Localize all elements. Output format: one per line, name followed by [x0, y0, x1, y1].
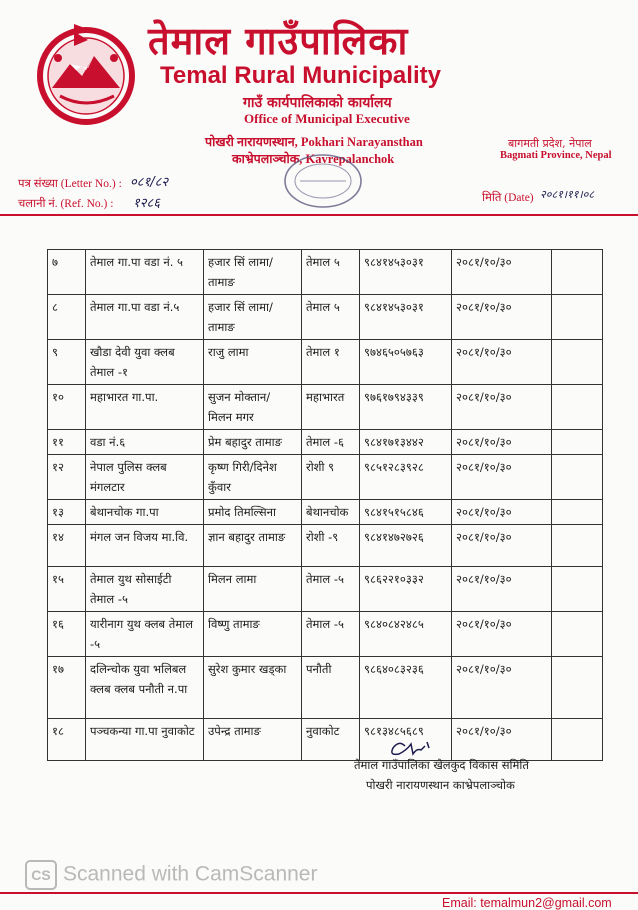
- cell-address: रोशी -९: [302, 525, 360, 567]
- cell-contact-person: सुजन मोक्तान/ मिलन मगर: [204, 385, 302, 430]
- cell-date: २०८१/१०/३०: [452, 430, 552, 455]
- municipality-title-np: तेमाल गाउँपालिका: [148, 18, 409, 63]
- camscanner-logo-icon: CS: [25, 860, 57, 890]
- cell-phone: ९८१३४८५६८९: [360, 719, 452, 761]
- cell-organization: यारीनाग युथ क्लब तेमाल -५: [86, 612, 204, 657]
- table-row: [48, 295, 603, 340]
- cell-address: तेमाल ५: [302, 295, 360, 340]
- cell-sn: ११: [48, 430, 86, 455]
- cell-contact-person: हजार सिं लामा/तामाङ: [204, 250, 302, 295]
- cell-sn: १७: [48, 657, 86, 719]
- province-np: बागमती प्रदेश, नेपाल: [508, 137, 592, 150]
- cell-sn: ७: [48, 250, 86, 295]
- letter-no-label: पत्र संख्या (Letter No.) :: [18, 178, 122, 190]
- municipality-title-en: Temal Rural Municipality: [160, 62, 441, 89]
- cell-contact-person: प्रमोद तिमल्सिना: [204, 500, 302, 525]
- cell-date: २०८१/१०/३०: [452, 385, 552, 430]
- cell-organization: नेपाल पुलिस क्लब मंगलटार: [86, 455, 204, 500]
- cell-phone: ९८४१४५३०३१: [360, 250, 452, 295]
- cell-organization: पञ्चकन्या गा.पा नुवाकोट: [86, 719, 204, 761]
- signatory-committee: तेमाल गाउँपालिका खेलकुद विकास समिति: [354, 758, 529, 772]
- camscanner-watermark: [25, 860, 317, 890]
- cell-sn: १०: [48, 385, 86, 430]
- cell-date: २०८१/१०/३०: [452, 567, 552, 612]
- cell-date: २०८१/१०/३०: [452, 250, 552, 295]
- cell-phone: ९७४६५०५७६३: [360, 340, 452, 385]
- cell-contact-person: ज्ञान बहादुर तामाङ: [204, 525, 302, 567]
- cell-address: महाभारत: [302, 385, 360, 430]
- cell-date: २०८१/१०/३०: [452, 340, 552, 385]
- cell-sn: १५: [48, 567, 86, 612]
- cell-address: तेमाल ५: [302, 250, 360, 295]
- cell-phone: ९८४१७१३४४२: [360, 430, 452, 455]
- cell-remarks: [552, 500, 603, 525]
- cell-phone: ९८५१२८३९२८: [360, 455, 452, 500]
- date-label: मिति (Date): [482, 192, 534, 204]
- ref-no-value: १२८६: [133, 196, 161, 211]
- table-row: [48, 525, 603, 567]
- cell-contact-person: कृष्ण गिरी/दिनेश कुँवार: [204, 455, 302, 500]
- footer-email: Email: temalmun2@gmail.com: [442, 896, 612, 910]
- cell-organization: तेमाल गा.पा वडा नं. ५: [86, 250, 204, 295]
- cell-organization: बेथानचोक गा.पा: [86, 500, 204, 525]
- cell-organization: वडा नं.६: [86, 430, 204, 455]
- cell-contact-person: राजु लामा: [204, 340, 302, 385]
- cell-phone: ९७६१७९४३३९: [360, 385, 452, 430]
- cell-phone: ९८४१४५३०३१: [360, 295, 452, 340]
- camscanner-text: Scanned with CamScanner: [63, 862, 318, 886]
- table-row: [48, 657, 603, 719]
- date-value: २०८१।११।०८: [540, 188, 595, 201]
- cell-date: २०८१/१०/३०: [452, 612, 552, 657]
- cell-organization: मंगल जन विजय मा.वि.: [86, 525, 204, 567]
- cell-address: बेथानचोक: [302, 500, 360, 525]
- cell-sn: १२: [48, 455, 86, 500]
- footer-divider: [0, 892, 638, 894]
- cell-organization: महाभारत गा.पा.: [86, 385, 204, 430]
- table-row: [48, 340, 603, 385]
- cell-organization: दलिन्चोक युवा भलिबल क्लब क्लब पनौती न.पा: [86, 657, 204, 719]
- cell-remarks: [552, 340, 603, 385]
- cell-contact-person: प्रेम बहादुर तामाङ: [204, 430, 302, 455]
- cell-sn: १४: [48, 525, 86, 567]
- cell-remarks: [552, 250, 603, 295]
- signatory-address: पोखरी नारायणस्थान काभ्रेपलाञ्चोक: [366, 778, 515, 792]
- cell-organization: तेमाल गा.पा वडा नं.५: [86, 295, 204, 340]
- cell-phone: ९८४१४७२७२६: [360, 525, 452, 567]
- cell-remarks: [552, 612, 603, 657]
- table-row: [48, 250, 603, 295]
- cell-sn: १८: [48, 719, 86, 761]
- table-row: [48, 385, 603, 430]
- cell-phone: ९८६४०८३२३६: [360, 657, 452, 719]
- letter-no-value: ०८१/८२: [130, 175, 169, 190]
- table-row: [48, 719, 603, 761]
- cell-remarks: [552, 455, 603, 500]
- header-divider: [0, 214, 638, 216]
- cell-remarks: [552, 525, 603, 567]
- table-row: [48, 500, 603, 525]
- cell-sn: १६: [48, 612, 86, 657]
- office-name-np: गाउँ कार्यपालिकाको कार्यालय: [243, 95, 392, 111]
- ref-no-label: चलानी नं. (Ref. No.) :: [18, 198, 114, 210]
- nepal-emblem-icon: [30, 18, 142, 130]
- cell-sn: ८: [48, 295, 86, 340]
- cell-contact-person: विष्णु तामाङ: [204, 612, 302, 657]
- cell-remarks: [552, 719, 603, 761]
- cell-remarks: [552, 385, 603, 430]
- table-row: [48, 612, 603, 657]
- cell-phone: ९८६२२१०३३२: [360, 567, 452, 612]
- cell-remarks: [552, 295, 603, 340]
- cell-address: तेमाल १: [302, 340, 360, 385]
- office-stamp-icon: [280, 150, 366, 212]
- cell-sn: १३: [48, 500, 86, 525]
- cell-address: नुवाकोट: [302, 719, 360, 761]
- cell-date: २०८१/१०/३०: [452, 455, 552, 500]
- cell-address: रोशी ९: [302, 455, 360, 500]
- cell-address: पनौती: [302, 657, 360, 719]
- cell-address: तेमाल -५: [302, 567, 360, 612]
- address-line-2: काभ्रेपलाञ्चोक, Kavrepalanchok: [232, 152, 395, 166]
- cell-phone: ९८४१५१५८४६: [360, 500, 452, 525]
- table-row: [48, 567, 603, 612]
- cell-phone: ९८४०८४२४८५: [360, 612, 452, 657]
- cell-address: तेमाल -६: [302, 430, 360, 455]
- cell-contact-person: सुरेश कुमार खड्का: [204, 657, 302, 719]
- cell-remarks: [552, 430, 603, 455]
- cell-date: २०८१/१०/३०: [452, 657, 552, 719]
- cell-date: २०८१/१०/३०: [452, 295, 552, 340]
- cell-remarks: [552, 567, 603, 612]
- table-row: [48, 430, 603, 455]
- cell-contact-person: उपेन्द्र तामाङ: [204, 719, 302, 761]
- cell-contact-person: हजार सिं लामा/तामाङ: [204, 295, 302, 340]
- club-list-table: [47, 249, 603, 761]
- cell-date: २०८१/१०/३०: [452, 719, 552, 761]
- cell-sn: ९: [48, 340, 86, 385]
- cell-organization: तेमाल युथ सोसाईटी तेमाल -५: [86, 567, 204, 612]
- address-line-1: पोखरी नारायणस्थान, Pokhari Narayansthan: [205, 135, 423, 149]
- province-en: Bagmati Province, Nepal: [500, 150, 612, 161]
- table-row: [48, 455, 603, 500]
- cell-date: २०८१/१०/३०: [452, 525, 552, 567]
- cell-address: तेमाल -५: [302, 612, 360, 657]
- cell-date: २०८१/१०/३०: [452, 500, 552, 525]
- office-name-en: Office of Municipal Executive: [244, 111, 410, 126]
- cell-contact-person: मिलन लामा: [204, 567, 302, 612]
- cell-remarks: [552, 657, 603, 719]
- cell-organization: खौडा देवी युवा क्लब तेमाल -१: [86, 340, 204, 385]
